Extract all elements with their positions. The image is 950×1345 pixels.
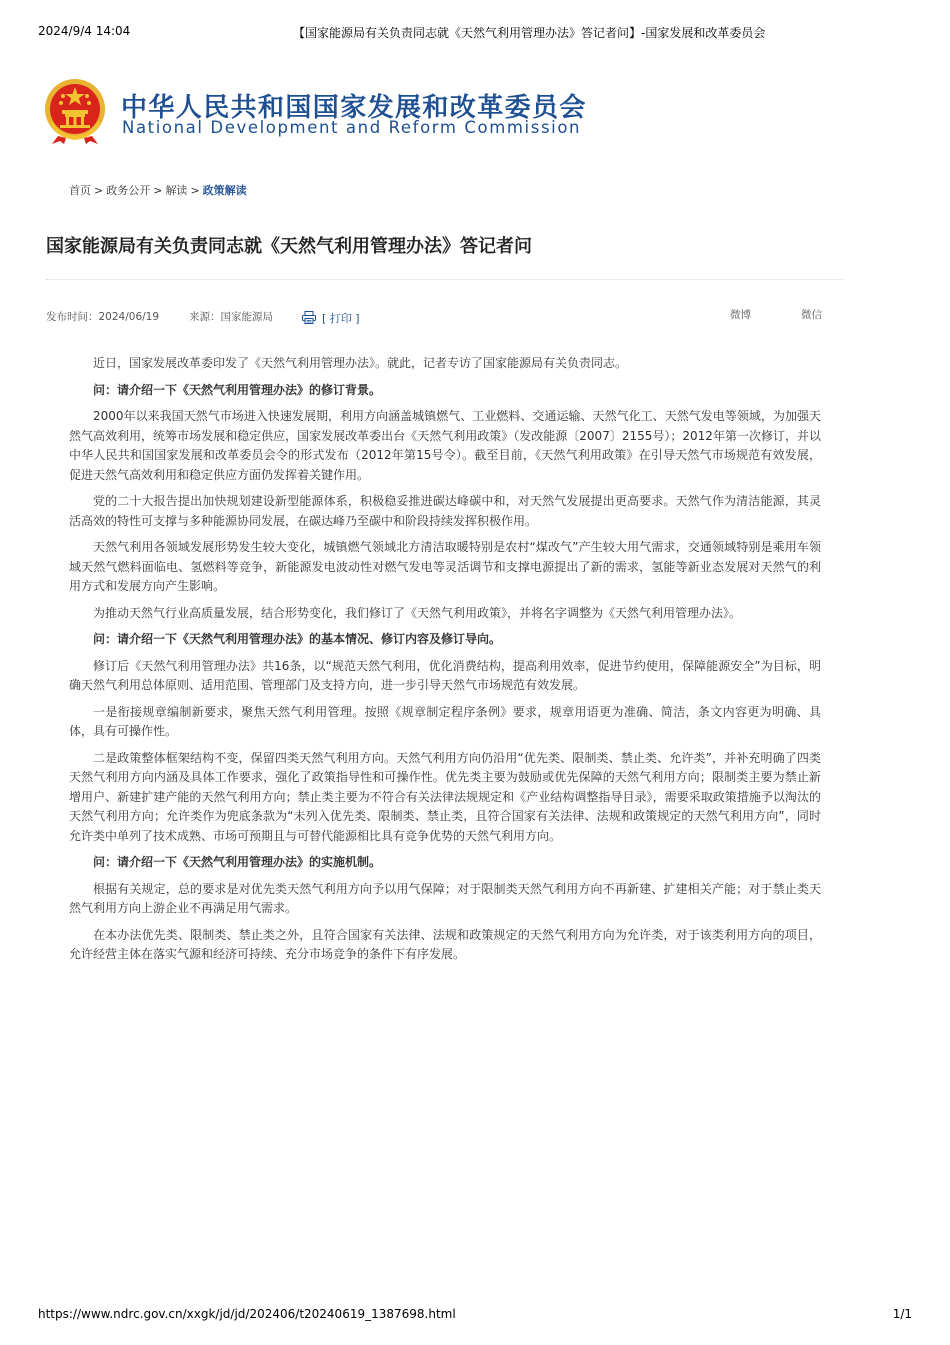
- logo-chinese-name: 中华人民共和国国家发展和改革委员会: [121, 93, 587, 123]
- printer-icon[interactable]: [302, 311, 316, 324]
- breadcrumb-home[interactable]: 首页: [69, 184, 91, 197]
- article-body: [69, 354, 821, 972]
- site-logo[interactable]: [44, 78, 604, 148]
- print-page-title: 【国家能源局有关负责同志就《天然气利用管理办法》答记者问】-国家发展和改革委员会: [293, 26, 766, 40]
- print-datetime: 2024/9/4 14:04: [38, 24, 131, 38]
- logo-english-name: National Development and Reform Commission: [122, 118, 582, 137]
- breadcrumb-current[interactable]: 政策解读: [202, 184, 247, 197]
- paragraph: 天然气利用各领域发展形势发生较大变化，城镇燃气领域北方清洁取暖特别是农村“煤改气”产生较大用气需求，交通领域特别是乘用车领域天然气燃料面临电、氢燃料等竞争，新能源发电波动性对燃气发电等灵活调节和支撑电源提出了新的需求，氢能等新业态发展对天然气的利用方式和发展方向产生影响。: [69, 540, 821, 593]
- print-header: [38, 24, 912, 42]
- page-url: https://www.ndrc.gov.cn/xxgk/jd/jd/202406/t20240619_1387698.html: [38, 1307, 456, 1321]
- share-weibo-button[interactable]: 微博: [730, 309, 751, 321]
- title-divider: [46, 279, 844, 280]
- paragraph: 为推动天然气行业高质量发展，结合形势变化，我们修订了《天然气利用政策》，并将名字调整为《天然气利用管理办法》。: [93, 605, 742, 620]
- publish-date: 发布时间：2024/06/19: [46, 311, 160, 323]
- breadcrumb-separator: >: [153, 184, 163, 197]
- paragraph: 修订后《天然气利用管理办法》共16条，以“规范天然气利用，优化消费结构，提高利用效率，促进节约使用，保障能源安全”为目标，明确天然气利用总体原则、适用范围、管理部门及支持方向，进一步引导天然气市场规范有效发展。: [69, 658, 821, 692]
- paragraph: 二是政策整体框架结构不变，保留四类天然气利用方向。天然气利用方向仍沿用“优先类、限制类、禁止类、允许类”，并补充明确了四类天然气利用方向内涵及具体工作要求，强化了政策指导性和可操作性。优先类主要为鼓励或优先保障的天然气利用方向；限制类主要为禁止新增用户、新建扩建产能的天然气利用方向；禁止类主要为不符合有关法律法规规定和《产业结构调整指导目录》，需要采取政策措施予以淘汰的天然气利用方向；允许类作为兜底条款为“未列入优先类、限制类、禁止类，且符合国家有关法律、法规和政策规定的天然气利用方向”，同时允许类中单列了技术成熟、市场可预期且与可替代能源相比具有竞争优势的天然气利用方向。: [69, 750, 821, 843]
- national-emblem-icon: [44, 78, 106, 146]
- question-heading: 问：请介绍一下《天然气利用管理办法》的实施机制。: [93, 855, 382, 869]
- paragraph: 一是衔接规章编制新要求，聚焦天然气利用管理。按照《规章制定程序条例》要求，规章用语更为准确、简洁，条文内容更为明确、具体，具有可操作性。: [69, 704, 821, 738]
- article-meta: [46, 309, 836, 329]
- question-heading: 问：请介绍一下《天然气利用管理办法》的修订背景。: [93, 382, 382, 397]
- breadcrumb: [69, 182, 247, 198]
- paragraph: 2000年以来我国天然气市场进入快速发展期，利用方向涵盖城镇燃气、工业燃料、交通运输、天然气化工、天然气发电等领域，为加强天然气高效利用，统筹市场发展和稳定供应，国家发展改革委出台《天然气利用政策》（发改能源〔2007〕2155号）；2012年第一次修订，并以中华人民共和国国家发展和改革委员会令的形式发布（2012年第15号令）。截至目前，《天然气利用政策》在引导天然气市场规范有效发展，促进天然气高效利用和稳定供应方面仍发挥着关键作用。: [69, 409, 821, 482]
- paragraph: 党的二十大报告提出加快规划建设新型能源体系，积极稳妥推进碳达峰碳中和，对天然气发展提出更高要求。天然气作为清洁能源，其灵活高效的特性可支撑与多种能源协同发展，在碳达峰乃至碳中和阶段持续发挥积极作用。: [69, 494, 821, 528]
- paragraph: 根据有关规定，总的要求是对优先类天然气利用方向予以用气保障；对于限制类天然气利用方向不再新建、扩建相关产能；对于禁止类天然气利用方向上游企业不再满足用气需求。: [69, 881, 821, 915]
- print-button[interactable]: [ 打印 ]: [322, 312, 360, 325]
- breadcrumb-gov-affairs[interactable]: 政务公开: [106, 184, 151, 197]
- share-weixin-button[interactable]: 微信: [801, 309, 822, 321]
- breadcrumb-separator: >: [94, 184, 104, 197]
- paragraph: 近日，国家发展改革委印发了《天然气利用管理办法》。就此，记者专访了国家能源局有关负责同志。: [93, 356, 628, 370]
- breadcrumb-interpretation[interactable]: 解读: [165, 184, 188, 197]
- question-heading: 问：请介绍一下《天然气利用管理办法》的基本情况、修订内容及修订导向。: [93, 632, 502, 646]
- breadcrumb-separator: >: [190, 184, 200, 197]
- paragraph: 在本办法优先类、限制类、禁止类之外，且符合国家有关法律、法规和政策规定的天然气利用方向为允许类，对于该类利用方向的项目，允许经营主体在落实气源和经济可持续、充分市场竞争的条件下有序发展。: [69, 927, 821, 961]
- article-title: 国家能源局有关负责同志就《天然气利用管理办法》答记者问: [46, 236, 532, 257]
- page-number: 1/1: [892, 1307, 912, 1321]
- print-footer: [38, 1307, 912, 1323]
- article-source: 来源：国家能源局: [189, 311, 273, 323]
